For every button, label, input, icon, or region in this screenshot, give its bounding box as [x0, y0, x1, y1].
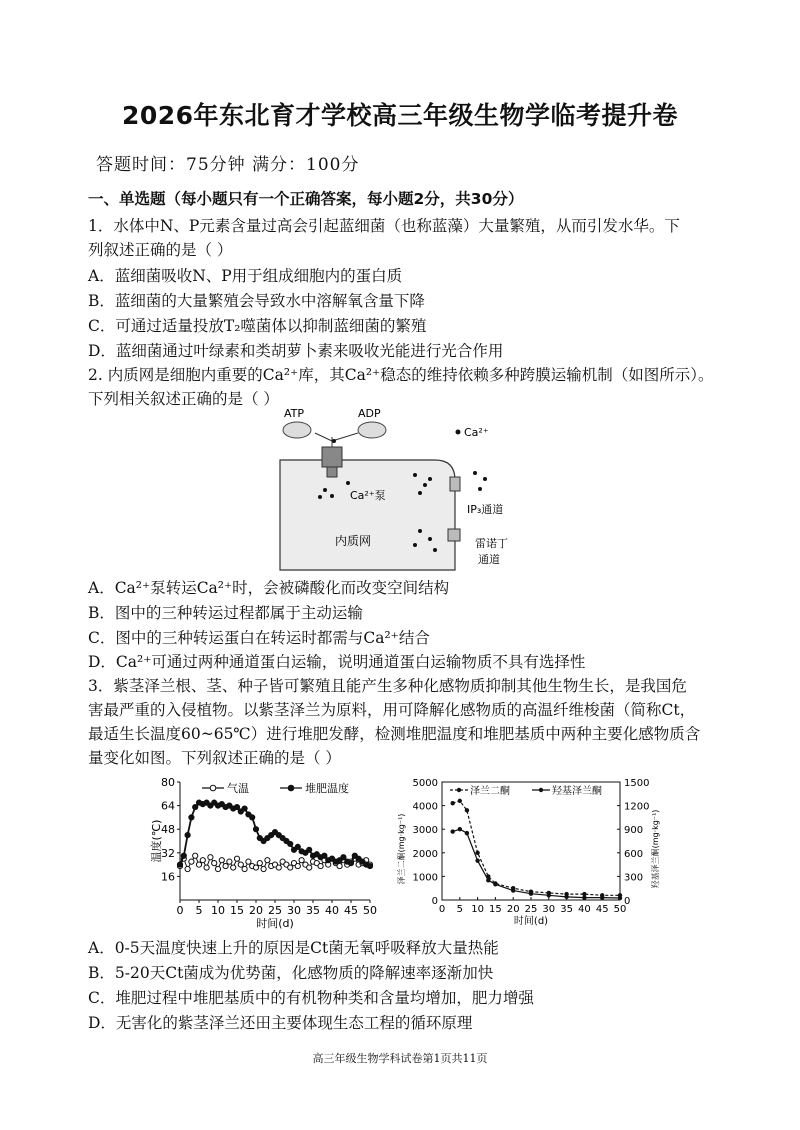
y2-tick-label: 600 [624, 848, 644, 860]
y-tick-label: 48 [161, 823, 175, 837]
data-point [234, 804, 239, 809]
data-point [288, 841, 293, 846]
data-point [246, 859, 251, 864]
data-point [348, 861, 353, 866]
data-point [219, 858, 224, 863]
data-point [253, 865, 258, 870]
x-tick-label: 45 [595, 904, 609, 915]
x-tick-label: 15 [230, 904, 244, 917]
x-tick-label: 30 [542, 904, 556, 915]
er-calcium-diagram [270, 405, 530, 575]
x-tick-label: 15 [489, 904, 502, 915]
q2-option-a: A．Ca²⁺泵转运Ca²⁺时，会被磷酸化而改变空间结构 [88, 579, 450, 597]
y-tick-label: 2000 [412, 848, 438, 860]
atp-shape [283, 422, 311, 438]
allelochemical-chart [390, 770, 660, 930]
x-tick-label: 45 [344, 904, 358, 917]
y-axis-label: 泽兰二酮(mg·kg⁻¹) [397, 813, 406, 885]
data-point [193, 804, 198, 809]
adp-shape [358, 422, 386, 438]
data-point [208, 855, 213, 860]
x-tick-label: 25 [268, 904, 282, 917]
q1-option-d: D．蓝细菌通过叶绿素和类胡萝卜素来吸收光能进行光合作用 [88, 342, 504, 360]
y-tick-label: 16 [161, 870, 175, 884]
data-point [215, 866, 220, 871]
x-tick-label: 5 [456, 904, 463, 915]
data-point [341, 855, 346, 860]
data-point [582, 895, 586, 899]
data-point [250, 815, 255, 820]
data-point [547, 893, 551, 897]
data-point [253, 827, 258, 832]
ca-pump [322, 447, 342, 467]
y-tick-label: 64 [161, 799, 175, 813]
legend-label: 羟基泽兰酮 [552, 786, 602, 797]
data-point [204, 865, 209, 870]
q3-option-a: A．0-5天温度快速上升的原因是Ct菌无氧呼吸释放大量热能 [88, 939, 499, 957]
er-membrane [280, 460, 455, 570]
q3-stem-line4: 量变化如图。下列叙述正确的是（ ） [88, 749, 341, 767]
x-tick-label: 40 [578, 904, 591, 915]
x-tick-label: 35 [560, 904, 573, 915]
data-point [189, 859, 194, 864]
data-point [529, 892, 533, 896]
atp-label: ATP [284, 407, 305, 420]
data-point [193, 853, 198, 858]
q2-option-c: C．图中的三种转运蛋白在转运时都需与Ca²⁺结合 [88, 629, 430, 647]
y2-tick-label: 1500 [624, 778, 650, 789]
q1-option-c: C．可通过适量投放T₂噬菌体以抑制蓝细菌的繁殖 [88, 317, 427, 335]
data-point [238, 862, 243, 867]
data-point [295, 863, 300, 868]
x-axis-label: 时间(d) [513, 916, 549, 927]
x-tick-label: 40 [325, 904, 339, 917]
page-title: 2026年东北育才学校高三年级生物学临考提升卷 [121, 101, 679, 130]
y-tick-label: 80 [161, 776, 175, 789]
data-point [223, 863, 228, 868]
q1-option-b: B．蓝细菌的大量繁殖会导致水中溶解氧含量下降 [88, 292, 425, 310]
data-point [486, 878, 490, 882]
x-tick-label: 30 [287, 904, 301, 917]
data-point [458, 799, 462, 803]
series-line-0 [453, 801, 620, 895]
data-point [564, 895, 568, 899]
legend-marker [288, 785, 294, 791]
data-point [475, 851, 479, 855]
x-tick-label: 10 [471, 904, 484, 915]
legend-label: 堆肥温度 [305, 782, 349, 795]
data-point [177, 862, 182, 867]
x-tick-label: 50 [363, 904, 377, 917]
y-tick-label: 1000 [412, 872, 438, 884]
q2-option-b: B．图中的三种转运过程都属于主动运输 [88, 604, 363, 622]
q2-option-d: D．Ca²⁺可通过两种通道蛋白运输，说明通道蛋白运输物质不具有选择性 [88, 653, 586, 671]
q1-option-a: A．蓝细菌吸收N、P用于组成细胞内的蛋白质 [88, 267, 403, 285]
q3-stem-line2: 害最严重的入侵植物。以紫茎泽兰为原料，用可降解化感物质的高温纤维梭菌（简称Ct， [88, 701, 696, 719]
data-point [185, 833, 190, 838]
x-tick-label: 10 [211, 904, 225, 917]
data-point [288, 865, 293, 870]
data-point [450, 801, 454, 805]
data-point [276, 865, 281, 870]
x-tick-label: 5 [195, 904, 203, 917]
q2-stem-line1: 2. 内质网是细胞内重要的Ca²⁺库，其Ca²⁺稳态的维持依赖多种跨膜运输机制（如图所示）。 [88, 366, 714, 384]
x-tick-label: 50 [613, 904, 627, 915]
x-tick-label: 0 [438, 904, 446, 915]
y2-tick-label: 900 [624, 825, 644, 837]
y-tick-label: 3000 [412, 825, 438, 837]
pump-label: Ca²⁺泵 [350, 489, 386, 502]
data-point [234, 856, 239, 861]
q3-option-d: D．无害化的紫茎泽兰还田主要体现生态工程的循环原理 [88, 1014, 473, 1032]
data-point [181, 853, 186, 858]
exam-info: 答题时间：75分钟 满分：100分 [96, 155, 360, 175]
section-heading: 一、单选题（每小题只有一个正确答案，每小题2分，共30分） [88, 190, 524, 208]
data-point [231, 865, 236, 870]
series-line-1 [453, 829, 620, 898]
q3-option-c: C．堆肥过程中堆肥基质中的有机物种类和含量均增加，肥力增强 [88, 989, 534, 1007]
y2-tick-label: 0 [624, 896, 631, 907]
y-tick-label: 5000 [412, 778, 438, 789]
plot-frame [442, 782, 620, 900]
data-point [200, 858, 205, 863]
data-point [458, 827, 462, 831]
data-point [307, 847, 312, 852]
legend-marker [210, 785, 216, 791]
data-point [227, 859, 232, 864]
q3-stem-line1: 3．紫茎泽兰根、茎、种子皆可繁殖且能产生多种化感物质抑制其他生物生长，是我国危 [88, 677, 687, 695]
data-point [242, 866, 247, 871]
data-point [318, 863, 323, 868]
adp-label: ADP [358, 407, 381, 420]
legend-label: 气温 [227, 782, 249, 795]
ip3-label: IP₃通道 [467, 503, 504, 516]
y2-axis-label: 羟基泽兰酮(mg·kg⁻¹) [651, 809, 660, 889]
q2-stem-line2: 下列相关叙述正确的是（ ） [88, 390, 279, 408]
data-point [475, 858, 479, 862]
data-point [367, 863, 372, 868]
ryr-label-2: 通道 [478, 553, 500, 566]
data-point [261, 866, 266, 871]
x-tick-label: 0 [176, 904, 184, 917]
legend-marker [457, 788, 461, 792]
data-point [465, 831, 469, 835]
y-tick-label: 32 [161, 846, 175, 860]
data-point [322, 853, 327, 858]
temperature-chart [150, 770, 390, 930]
data-point [493, 882, 497, 886]
y2-tick-label: 300 [624, 872, 644, 884]
q1-stem-line2: 列叙述正确的是（ ） [88, 241, 233, 259]
y2-tick-label: 1200 [624, 801, 650, 813]
q3-stem-line3: 最适生长温度60~65℃）进行堆肥发酵，检测堆肥温度和堆肥基质中两种主要化感物质含 [88, 725, 701, 743]
x-tick-label: 20 [506, 904, 520, 915]
legend-label: 泽兰二酮 [470, 786, 510, 797]
ip3-channel [450, 477, 460, 491]
data-point [450, 829, 454, 833]
y-tick-label: 0 [431, 896, 438, 907]
q1-stem-line1: 1．水体中N、P元素含量过高会引起蓝细菌（也称蓝藻）大量繁殖，从而引发水华。下 [88, 217, 680, 235]
er-label: 内质网 [335, 534, 372, 548]
data-point [189, 815, 194, 820]
data-point [242, 806, 247, 811]
x-axis-label: 时间(d) [256, 917, 294, 930]
y-tick-label: 4000 [412, 801, 438, 813]
data-point [618, 896, 622, 900]
data-point [265, 858, 270, 863]
data-point [600, 895, 604, 899]
data-point [185, 866, 190, 871]
data-point [212, 861, 217, 866]
data-point [295, 844, 300, 849]
q3-option-b: B．5-20天Ct菌成为优势菌，化感物质的降解速率逐渐加快 [88, 964, 494, 982]
data-point [299, 858, 304, 863]
data-point [465, 808, 469, 812]
ca-label: Ca²⁺ [464, 426, 489, 439]
data-point [257, 861, 262, 866]
x-tick-label: 25 [524, 904, 538, 915]
x-tick-label: 35 [306, 904, 320, 917]
y-axis-label: 温度(℃) [150, 819, 163, 863]
data-point [511, 888, 515, 892]
x-tick-label: 20 [249, 904, 263, 917]
data-point [196, 862, 201, 867]
ryanodine-channel [448, 529, 460, 541]
page-footer: 高三年级生物学科试卷第1页共11页 [312, 1052, 488, 1065]
legend-marker [539, 788, 543, 792]
ryr-label-1: 雷诺丁 [475, 537, 508, 550]
data-point [307, 865, 312, 870]
data-point [337, 863, 342, 868]
